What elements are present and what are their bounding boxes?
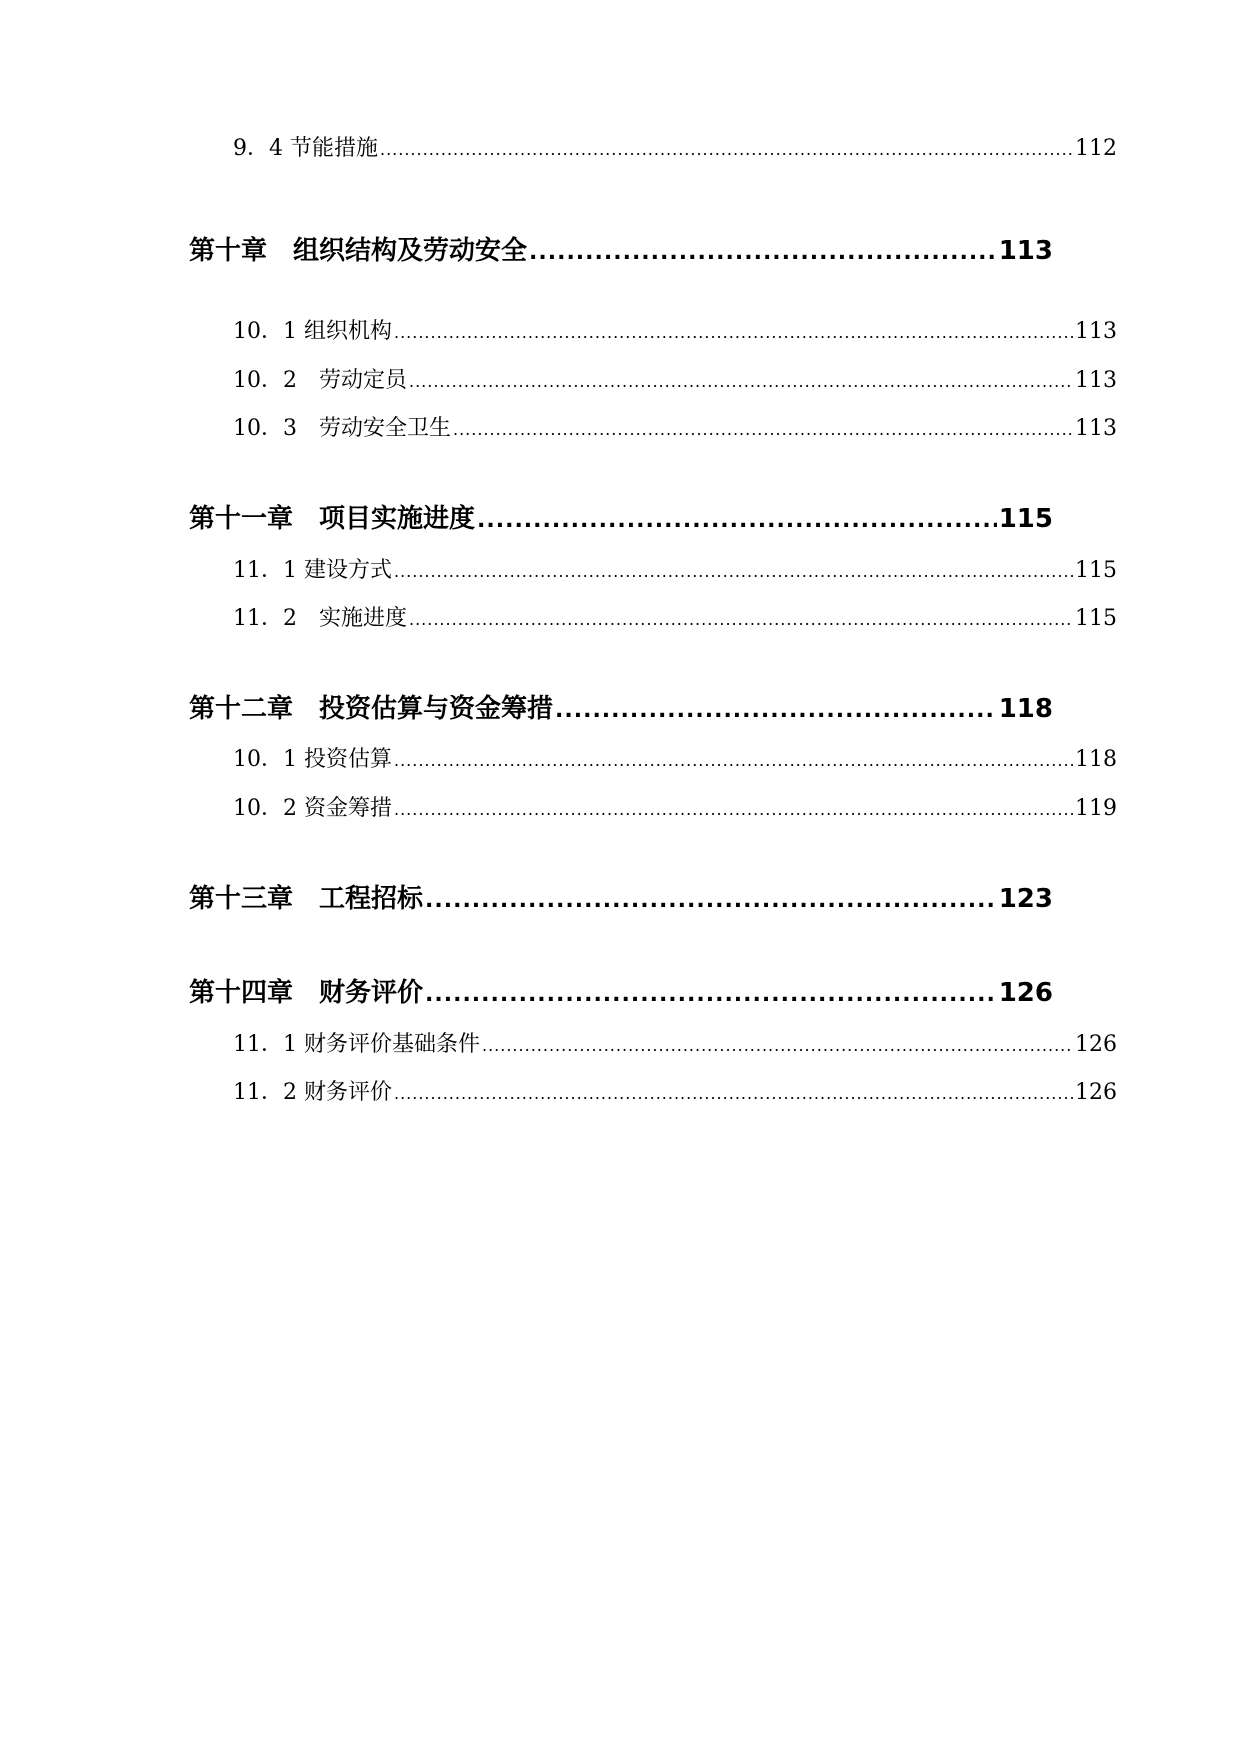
toc-entry-10-1[interactable] xyxy=(233,317,1117,348)
dot-leader xyxy=(394,317,1073,348)
dot-leader xyxy=(477,502,997,538)
toc-entry-page: 115 xyxy=(1075,606,1117,631)
toc-chapter-page: 113 xyxy=(998,236,1053,266)
toc-entry-label: 11．2 财务评价 xyxy=(233,1080,392,1105)
toc-entry-page: 118 xyxy=(1075,747,1117,772)
toc-entry-label: 10．2 劳动定员 xyxy=(233,368,407,393)
toc-entry-14-1[interactable] xyxy=(233,1030,1117,1061)
toc-chapter-label: 第十三章 工程招标 xyxy=(189,884,424,914)
toc-entry-12-1[interactable] xyxy=(233,745,1117,776)
toc-chapter-13[interactable] xyxy=(189,882,1053,918)
toc-entry-12-2[interactable] xyxy=(233,794,1117,825)
toc-entry-label: 11．2 实施进度 xyxy=(233,606,407,631)
toc-chapter-page: 126 xyxy=(998,978,1053,1008)
dot-leader xyxy=(409,366,1073,397)
toc-chapter-label: 第十二章 投资估算与资金筹措 xyxy=(189,694,554,724)
dot-leader xyxy=(394,556,1073,587)
toc-chapter-page: 123 xyxy=(998,884,1053,914)
dot-leader xyxy=(425,976,997,1012)
dot-leader xyxy=(453,414,1073,445)
toc-entry-11-1[interactable] xyxy=(233,556,1117,587)
toc-entry-14-2[interactable] xyxy=(233,1078,1117,1109)
toc-chapter-10[interactable] xyxy=(189,234,1053,270)
toc-entry-11-2[interactable] xyxy=(233,604,1117,635)
toc-chapter-label: 第十四章 财务评价 xyxy=(189,978,424,1008)
toc-entry-label: 9．4 节能措施 xyxy=(233,136,378,161)
toc-chapter-11[interactable] xyxy=(189,502,1053,538)
dot-leader xyxy=(482,1030,1073,1061)
toc-entry-page: 119 xyxy=(1075,796,1117,821)
toc-entry-page: 113 xyxy=(1075,368,1117,393)
toc-chapter-12[interactable] xyxy=(189,692,1053,728)
toc-entry-label: 10．1 组织机构 xyxy=(233,319,392,344)
toc-entry-label: 11．1 建设方式 xyxy=(233,558,392,583)
toc-entry-9-4[interactable] xyxy=(233,134,1117,165)
dot-leader xyxy=(394,745,1073,776)
dot-leader xyxy=(425,882,997,918)
dot-leader xyxy=(380,134,1073,165)
dot-leader xyxy=(409,604,1073,635)
toc-entry-page: 126 xyxy=(1075,1080,1117,1105)
toc-entry-label: 10．3 劳动安全卫生 xyxy=(233,416,451,441)
dot-leader xyxy=(394,794,1073,825)
dot-leader xyxy=(394,1078,1073,1109)
toc-chapter-page: 115 xyxy=(998,504,1053,534)
toc-entry-label: 11．1 财务评价基础条件 xyxy=(233,1032,480,1057)
toc-entry-page: 115 xyxy=(1075,558,1117,583)
toc-entry-page: 112 xyxy=(1075,136,1117,161)
dot-leader xyxy=(529,234,997,270)
toc-entry-label: 10．2 资金筹措 xyxy=(233,796,392,821)
toc-entry-label: 10．1 投资估算 xyxy=(233,747,392,772)
toc-entry-page: 113 xyxy=(1075,416,1117,441)
toc-entry-page: 126 xyxy=(1075,1032,1117,1057)
toc-chapter-14[interactable] xyxy=(189,976,1053,1012)
toc-entry-10-3[interactable] xyxy=(233,414,1117,445)
toc-entry-10-2[interactable] xyxy=(233,366,1117,397)
toc-chapter-label: 第十一章 项目实施进度 xyxy=(189,504,476,534)
dot-leader xyxy=(555,692,997,728)
toc-chapter-label: 第十章 组织结构及劳动安全 xyxy=(189,236,528,266)
toc-entry-page: 113 xyxy=(1075,319,1117,344)
toc-chapter-page: 118 xyxy=(998,694,1053,724)
